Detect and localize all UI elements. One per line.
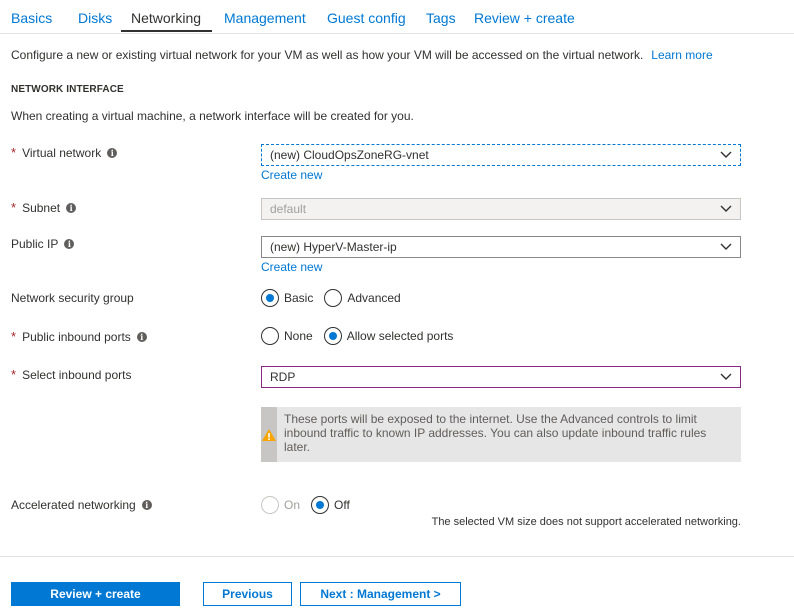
inbound-none-radio[interactable]	[261, 327, 313, 345]
public-ip-label	[11, 237, 74, 251]
accelerated-on-label: On	[284, 498, 301, 512]
public-ip-value: (new) HyperV-Master-ip	[270, 240, 397, 254]
public-inbound-ports-label	[11, 329, 147, 344]
virtual-network-value: (new) CloudOpsZoneRG-vnet	[270, 148, 429, 162]
warning-icon	[261, 428, 277, 442]
info-icon[interactable]: i	[142, 500, 152, 510]
warning-icon-bar	[261, 407, 277, 462]
accelerated-networking-label-text: Accelerated networking	[11, 498, 136, 512]
intro-description: Configure a new or existing virtual network for your VM as well as how your VM will be accessed on the virtual network.	[11, 48, 644, 62]
public-ip-dropdown[interactable]	[261, 236, 741, 258]
accelerated-off-radio[interactable]	[311, 496, 350, 514]
section-title: NETWORK INTERFACE	[11, 84, 124, 95]
info-icon[interactable]: i	[66, 203, 76, 213]
radio-selected-icon	[261, 289, 279, 307]
chevron-down-icon	[720, 205, 732, 213]
inbound-ports-warning	[261, 407, 741, 462]
active-tab-indicator	[121, 30, 212, 32]
virtual-network-label-text: Virtual network	[22, 145, 102, 160]
warning-text: These ports will be exposed to the internet. Use the Advanced controls to limit inbound traffic to known IP addresses. You can also update inbound traffic rules later.	[284, 412, 707, 454]
previous-button[interactable]: Previous	[203, 582, 292, 606]
inbound-none-label: None	[284, 329, 313, 343]
public-ip-label-text: Public IP	[11, 237, 59, 251]
nsg-basic-radio[interactable]	[261, 289, 313, 307]
tab-disks[interactable]: Disks	[78, 10, 113, 26]
accelerated-radio-group	[261, 496, 361, 514]
inbound-allow-selected-label: Allow selected ports	[346, 329, 454, 343]
review-create-button[interactable]: Review + create	[11, 582, 180, 606]
select-inbound-ports-dropdown[interactable]	[261, 366, 741, 388]
radio-selected-icon	[311, 496, 329, 514]
info-icon[interactable]: i	[64, 239, 74, 249]
tab-basics[interactable]: Basics	[11, 10, 53, 26]
create-new-ip-link[interactable]: Create new	[261, 260, 323, 274]
subnet-value: default	[270, 202, 307, 216]
virtual-network-label	[11, 145, 117, 160]
inbound-allow-selected-radio[interactable]	[324, 327, 454, 345]
wizard-tabs	[0, 0, 794, 34]
select-inbound-ports-value: RDP	[270, 370, 296, 384]
chevron-down-icon	[720, 151, 732, 159]
nsg-basic-label: Basic	[284, 291, 314, 305]
accelerated-networking-label	[11, 498, 152, 512]
next-management-button[interactable]: Next : Management >	[300, 582, 461, 606]
nsg-label: Network security group	[11, 291, 134, 305]
nsg-radio-group	[261, 289, 412, 307]
required-asterisk: *	[11, 367, 17, 382]
required-asterisk: *	[11, 329, 17, 344]
chevron-down-icon	[720, 243, 732, 251]
tab-networking[interactable]: Networking	[131, 10, 202, 26]
public-inbound-ports-label-text: Public inbound ports	[22, 329, 131, 344]
tab-tags[interactable]: Tags	[426, 10, 456, 26]
inbound-ports-radio-group	[261, 327, 464, 345]
section-description: When creating a virtual machine, a network interface will be created for you.	[11, 109, 414, 123]
radio-unselected-icon	[261, 327, 279, 345]
select-inbound-ports-label	[11, 367, 131, 382]
accelerated-networking-note: The selected VM size does not support accelerated networking.	[431, 516, 741, 528]
create-new-vnet-link[interactable]: Create new	[261, 168, 323, 182]
subnet-label	[11, 200, 76, 215]
virtual-network-dropdown[interactable]	[261, 144, 741, 166]
required-asterisk: *	[11, 200, 17, 215]
chevron-down-icon	[720, 373, 732, 381]
tab-review-create[interactable]: Review + create	[474, 10, 575, 26]
info-icon[interactable]: i	[107, 148, 117, 158]
nsg-advanced-label: Advanced	[347, 291, 401, 305]
tab-guest-config[interactable]: Guest config	[327, 10, 406, 26]
required-asterisk: *	[11, 145, 17, 160]
radio-unselected-icon	[261, 496, 279, 514]
accelerated-off-label: Off	[334, 498, 350, 512]
intro-text	[11, 48, 713, 62]
footer-divider	[0, 556, 794, 557]
nsg-advanced-radio[interactable]	[324, 289, 400, 307]
tab-management[interactable]: Management	[224, 10, 306, 26]
select-inbound-ports-label-text: Select inbound ports	[22, 367, 132, 382]
learn-more-link[interactable]: Learn more	[651, 48, 713, 62]
subnet-label-text: Subnet	[22, 200, 61, 215]
radio-selected-icon	[324, 327, 342, 345]
accelerated-on-radio	[261, 496, 300, 514]
info-icon[interactable]: i	[137, 332, 147, 342]
radio-unselected-icon	[324, 289, 342, 307]
subnet-dropdown	[261, 198, 741, 220]
